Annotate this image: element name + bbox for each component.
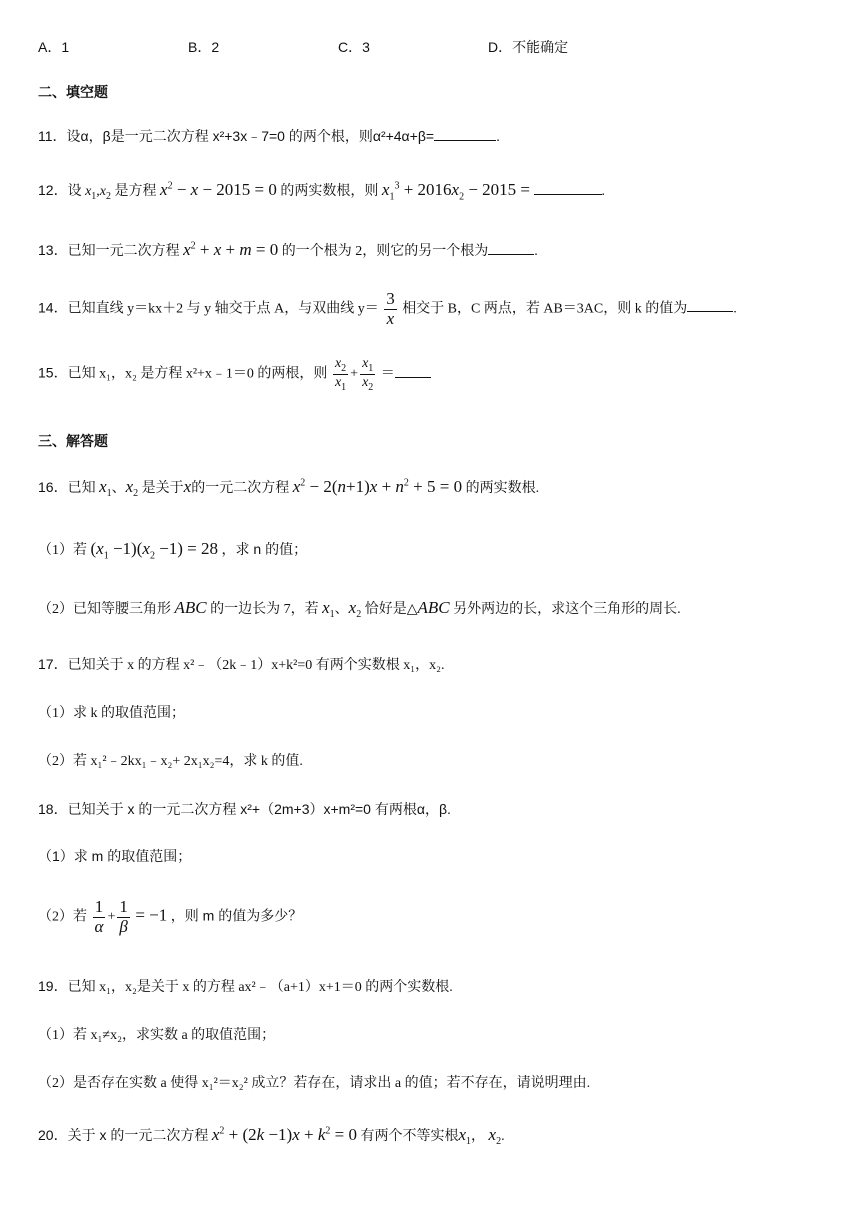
question-17-part-1: （1）求 k 的取值范围； bbox=[38, 706, 185, 721]
option-a: A．1 bbox=[38, 39, 70, 55]
question-12: 12．设 $x_1,x_2$ 是方程 $x^2 - x - 2015 = 0$ 的两实数根，则 $x_1^3 + 2016x_2 - 2015$ = . bbox=[38, 180, 606, 203]
question-11: 11．设α，β是一元二次方程 x²+3x﹣7=0 的两个根，则α²+4α+β= . bbox=[38, 128, 500, 144]
option-c: C．3 bbox=[338, 39, 370, 55]
option-d: D．不能确定 bbox=[488, 39, 569, 55]
question-19-part-2: （2）是否存在实数 a 使得 x₁²＝x₂² 成立？若存在，请求出 a 的值；若不存在，请说明理由. bbox=[38, 1076, 591, 1091]
question-19-part-1: （1）若 x₁≠x₂，求实数 a 的取值范围； bbox=[38, 1028, 276, 1043]
question-18-part-1: （1）求 m 的取值范围； bbox=[38, 848, 192, 864]
question-19: 19．已知 x₁，x₂是关于 x 的方程 ax²﹣（a+1）x+1＝0 的两个实数根. bbox=[38, 978, 453, 995]
question-17: 17．已知关于 x 的方程 x²﹣（2k﹣1）x+k²=0 有两个实数根 x₁，x₂. bbox=[38, 656, 445, 673]
question-18: 18．已知关于 x 的一元二次方程 x²+（2m+3）x+m²=0 有两根α，β. bbox=[38, 801, 451, 817]
question-16-part-2: （2）已知等腰三角形 ABC 的一边长为 7，若 $x_1$、$x_2$ 恰好是△ABC 另外两边的长，求这个三角形的周长. bbox=[38, 598, 681, 620]
section-heading-fill: 二、填空题 bbox=[38, 84, 108, 100]
question-16: 16．已知 $x_1$、$x_2$ 是关于x的一元二次方程 $x^2 - 2(n+1)x + n^2 + 5 = 0$ 的两实数根. bbox=[38, 477, 540, 499]
option-b: B．2 bbox=[188, 39, 220, 55]
question-16-part-1: （1）若 $(x_1 -1)(x_2 -1) = 28$ ，求 n 的值； bbox=[38, 539, 308, 562]
question-14: 14．已知直线 y＝kx＋2 与 y 轴交于点 A，与双曲线 y＝ $\frac{3}{x}$ 相交于 B，C 两点，若 AB＝3AC，则 k 的值为 . bbox=[38, 289, 737, 328]
question-13: 13．已知一元二次方程 $x^2 + x + m = 0$ 的一个根为 2，则它的另一个根为 . bbox=[38, 240, 538, 259]
question-17-part-2: （2）若 x₁²﹣2kx₁﹣x₂+ 2x₁x₂=4，求 k 的值. bbox=[38, 754, 303, 769]
question-20: 20．关于 x 的一元二次方程 $x^2 + (2k -1)x + k^2 = 0$ 有两个不等实根$x_1$， $x_2$. bbox=[38, 1125, 505, 1147]
question-15: 15．已知 x₁，x₂ 是方程 x²+x﹣1＝0 的两根，则 $\frac{x_2}{x_1}$ + $\frac{x_1}{x_2}$ ＝ bbox=[38, 356, 431, 393]
question-18-part-2: （2）若 $\frac{1}{\alpha}$ + $\frac{1}{\beta}$ = −1 ，则 m 的值为多少？ bbox=[38, 897, 303, 936]
section-heading-answer: 三、解答题 bbox=[38, 433, 108, 449]
